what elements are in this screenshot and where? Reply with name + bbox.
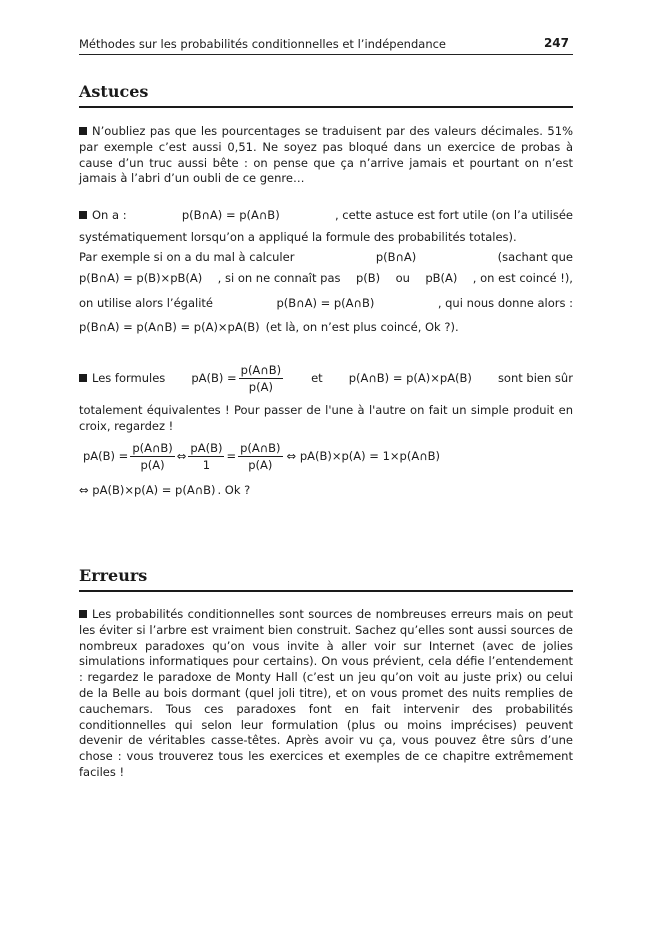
astuce-3-final-line — [79, 480, 573, 500]
numerator: p(A∩B) — [132, 440, 173, 455]
fraction — [238, 440, 282, 473]
bullet-square-icon — [79, 211, 87, 219]
text: , on est coincé !), — [472, 271, 573, 285]
paragraph-text: Les probabilités conditionnelles sont sources de nombreuses erreurs mais on peut les éviter si l’arbre est vraiment bien construit. Sachez qu’elles sont aussi sources de nombreux paradoxes qu’on vous invite à aller voir sur Internet (avec de jolies simulations informatiques pour certains). On vous prévient, cela défie l’entendement : regardez le paradoxe de Monty Hall (c’est un jeu qu’on voit au juste prix) ou celui de la Belle au bois dormant (quel joli titre), et on vous promet des nuits remplies de cauchemars. Tous ces paradoxes font en fait intervenir des probabilités conditionnelles qui selon leur formulation (plus ou moins imprécises) peuvent devenir de véritables casse-têtes. Après avoir vu ça, vous pouvez être sûrs d’une chose : vous trouverez tous les exercices et exemples de ce chapitre extrêmement faciles ! — [79, 607, 573, 779]
erreurs-paragraph — [79, 607, 573, 781]
equals-symbol: = — [226, 449, 237, 463]
math-expression: p(B∩A) = p(A∩B) — [276, 296, 375, 310]
denominator: p(A) — [248, 379, 273, 394]
math-lhs: pA(B) = — [83, 449, 129, 463]
math-expression: ⇔ pA(B)×p(A) = p(A∩B) — [79, 483, 216, 497]
text: on utilise alors l’égalité — [79, 296, 213, 310]
math-expression: p(B) — [355, 271, 381, 285]
math-expression: p(B∩A) — [375, 250, 417, 264]
bullet-square-icon — [79, 374, 87, 382]
astuce-3-paragraph: totalement équivalentes ! Pour passer de l'une à l'autre on fait un simple produit en croix, regardez ! — [79, 403, 573, 433]
math-expression: p(B∩A) = p(B)×pB(A) — [79, 271, 203, 285]
section-title: Astuces — [79, 82, 149, 101]
astuce-2-line-1 — [79, 205, 573, 225]
running-header-title: Méthodes sur les probabilités conditionnelles et l’indépendance — [79, 37, 447, 51]
text: . Ok ? — [217, 483, 251, 497]
fraction — [130, 440, 174, 473]
bullet-square-icon — [79, 610, 87, 618]
denominator: p(A) — [248, 457, 273, 472]
astuce-2-line-6 — [79, 317, 573, 337]
math-expression: p(B∩A) = p(A∩B) = p(A)×pA(B) — [79, 320, 260, 334]
astuce-3-formula-line — [79, 359, 573, 397]
page-number: 247 — [543, 36, 569, 50]
paragraph-text: N’oubliez pas que les pourcentages se traduisent par des valeurs décimales. 51% par exemple c’est aussi 0,51. Ne soyez pas bloqué dans un exercice de probas à cause d’un truc aussi bête : on pense que ça n’arrive jamais et pourtant on n’est jamais à l’abri d’un oubli de ce genre… — [79, 124, 573, 186]
text: , qui nous donne alors : — [437, 296, 573, 310]
math-formula-conditional — [191, 362, 285, 395]
numerator: p(A∩B) — [240, 362, 282, 377]
astuce-3-chain — [83, 437, 577, 475]
text: Les formules — [92, 371, 166, 385]
section-erreurs-heading — [79, 564, 573, 592]
math-expression: pB(A) — [425, 271, 458, 285]
astuce-2-line-3 — [79, 247, 573, 267]
denominator: 1 — [202, 457, 211, 472]
text: sont bien sûr — [497, 371, 573, 385]
text: (sachant que — [497, 250, 573, 264]
section-title: Erreurs — [79, 566, 148, 585]
page — [79, 0, 573, 946]
text: (et là, on n’est plus coincé, Ok ?). — [265, 320, 459, 334]
fraction — [188, 440, 224, 473]
running-header — [79, 36, 573, 55]
bullet-square-icon — [79, 127, 87, 135]
text: ou — [395, 271, 410, 285]
text: systématiquement lorsqu’on a appliqué la formule des probabilités totales). — [79, 230, 517, 244]
astuce-paragraph-1 — [79, 124, 573, 187]
math-expression: ⇔ pA(B)×p(A) = 1×p(A∩B) — [286, 449, 440, 463]
astuce-2-line-2 — [79, 227, 573, 247]
math-expression: p(B∩A) = p(A∩B) — [181, 208, 280, 222]
denominator: p(A) — [140, 457, 165, 472]
text: , si on ne connaît pas — [217, 271, 341, 285]
astuce-2-line-5 — [79, 293, 573, 313]
text: On a : — [92, 208, 127, 222]
numerator: p(A∩B) — [240, 440, 281, 455]
math-lhs: pA(B) = — [191, 371, 237, 385]
numerator: pA(B) — [190, 440, 223, 455]
equivalence-symbol: ⇔ — [176, 449, 187, 463]
math-expression: p(A∩B) = p(A)×pA(B) — [348, 371, 472, 385]
section-astuces-heading — [79, 80, 573, 108]
text: et — [311, 371, 323, 385]
astuce-2-line-4 — [79, 268, 573, 288]
text: , cette astuce est fort utile (on l’a utilisée — [334, 208, 573, 222]
text: Par exemple si on a du mal à calculer — [79, 250, 295, 264]
fraction — [239, 362, 283, 395]
